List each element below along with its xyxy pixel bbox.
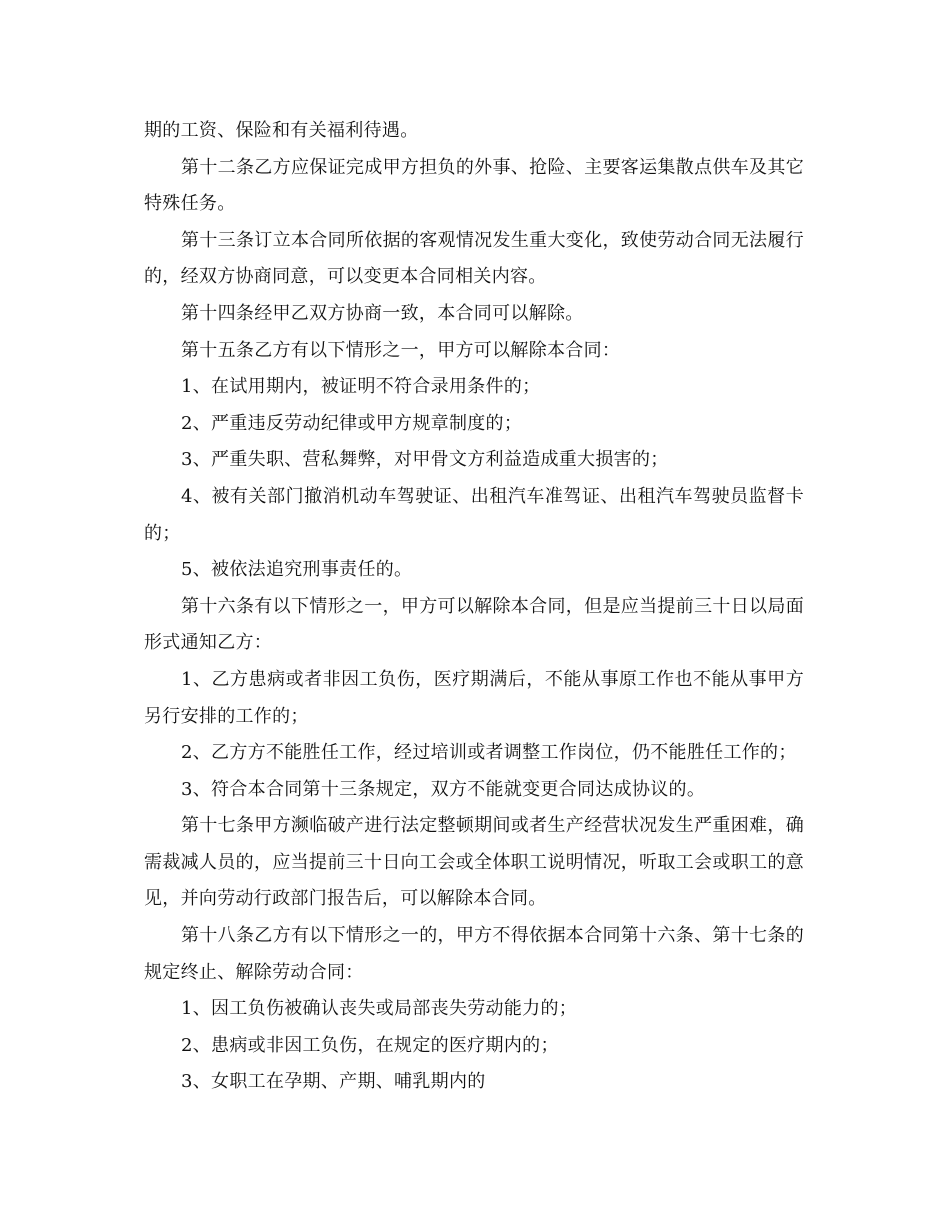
paragraph-10: 5、被依法追究刑事责任的。 [181,559,413,581]
paragraph-2: 第十二条乙方应保证完成甲方担负的外事、抢险、主要客运集散点供车及其它特殊任务。 [144,156,804,215]
paragraph-19: 3、女职工在孕期、产期、哺乳期内的 [181,1071,486,1093]
paragraph-5: 第十五条乙方有以下情形之一，甲方可以解除本合同： [181,339,621,361]
paragraph-8: 3、严重失职、营私舞弊，对甲骨文方利益造成重大损害的； [181,449,669,471]
document-body [144,113,804,1101]
paragraph-13: 2、乙方方不能胜任工作，经过培训或者调整工作岗位，仍不能胜任工作的； [181,742,797,764]
paragraph-7: 2、严重违反劳动纪律或甲方规章制度的； [181,412,523,434]
paragraph-1: 期的工资、保险和有关福利待遇。 [144,120,419,141]
paragraph-17: 1、因工负伤被确认丧失或局部丧失劳动能力的； [181,998,578,1020]
paragraph-6: 1、在试用期内，被证明不符合录用条件的； [181,376,541,398]
paragraph-15: 第十七条甲方濒临破产进行法定整顿期间或者生产经营状况发生严重困难，确需裁减人员的，应当提前三十日向工会或全体职工说明情况，听取工会或职工的意见，并向劳动行政部门报告后，可以解除本合同。 [144,815,804,910]
paragraph-12: 1、乙方患病或者非因工负伤，医疗期满后，不能从事原工作也不能从事甲方另行安排的工作的； [144,668,804,727]
paragraph-4: 第十四条经甲乙双方协商一致，本合同可以解除。 [181,302,584,324]
paragraph-14: 3、符合本合同第十三条规定，双方不能就变更合同达成协议的。 [181,778,706,800]
paragraph-18: 2、患病或非因工负伤，在规定的医疗期内的； [181,1034,559,1056]
paragraph-9: 4、被有关部门撤消机动车驾驶证、出租汽车准驾证、出租汽车驾驶员监督卡的； [144,485,804,544]
paragraph-3: 第十三条订立本合同所依据的客观情况发生重大变化，致使劳动合同无法履行的，经双方协商同意，可以变更本合同相关内容。 [144,229,804,288]
paragraph-16: 第十八条乙方有以下情形之一的，甲方不得依据本合同第十六条、第十七条的规定终止、解除劳动合同： [144,925,804,983]
paragraph-11: 第十六条有以下情形之一，甲方可以解除本合同，但是应当提前三十日以局面形式通知乙方： [144,595,804,654]
